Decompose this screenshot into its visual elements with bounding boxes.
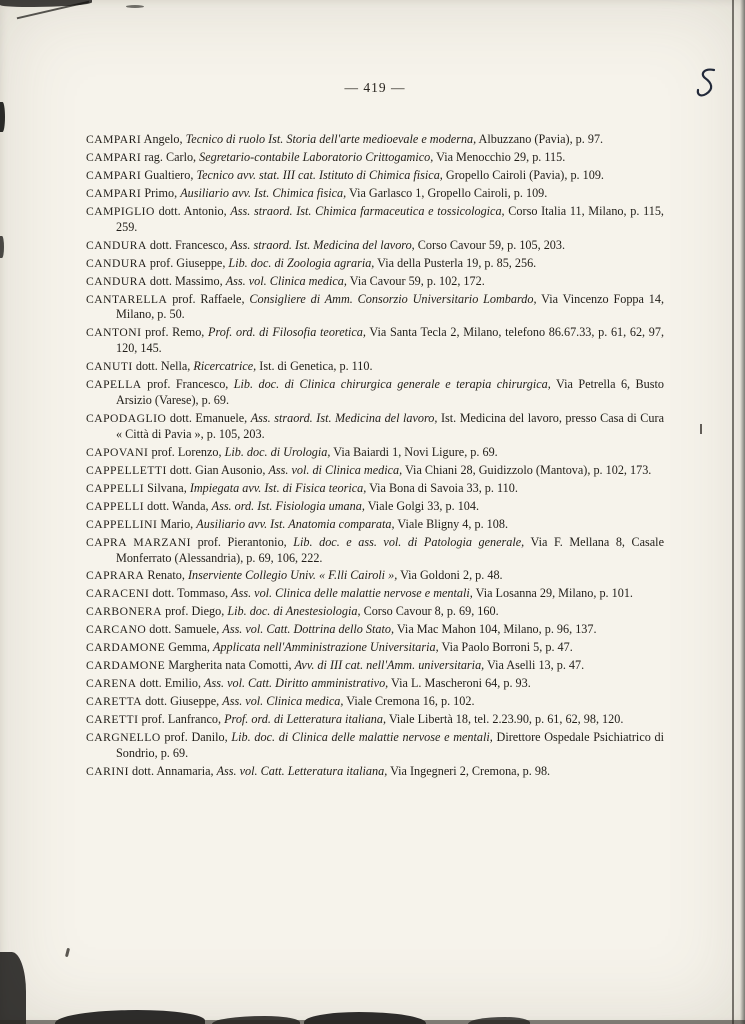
- entry-seg-roman: Renato,: [144, 568, 188, 583]
- entry-seg-roman: Viale Bligny 4, p. 108.: [394, 516, 509, 531]
- entry-seg-roman: Viale Golgi 33, p. 104.: [364, 498, 480, 513]
- scan-artifact-apostrophe-speck: [65, 948, 70, 957]
- entry-seg-roman: Corso Cavour 59, p. 105, 203.: [414, 237, 566, 252]
- directory-entry: [86, 694, 664, 710]
- directory-entry: [86, 586, 664, 602]
- entry-seg-roman: prof. Diego,: [162, 604, 228, 619]
- entry-seg-roman: rag. Carlo,: [141, 149, 200, 164]
- entry-seg-name: CANDURA: [86, 256, 147, 270]
- entry-seg-roman: Gualtiero,: [141, 167, 197, 182]
- handwritten-mark: [692, 66, 722, 106]
- entry-seg-name: CARENA: [86, 677, 137, 691]
- entry-seg-roman: Via Petrella 6, Busto Arsizio (Varese), p. 69.: [116, 377, 664, 408]
- directory-entry: [86, 168, 664, 184]
- directory-entry: [86, 568, 664, 584]
- directory-entry: [86, 186, 664, 202]
- entry-seg-roman: prof. Pierantonio,: [191, 534, 294, 549]
- entry-seg-roman: dott. Emilio,: [136, 676, 205, 691]
- entry-seg-roman: Viale Libertà 18, tel. 2.23.90, p. 61, 62, 98, 120.: [386, 712, 624, 727]
- entry-seg-name: CAPPELLI: [86, 499, 145, 513]
- entry-seg-name: CAPPELLINI: [86, 517, 158, 531]
- entry-seg-roman: Via F. Mellana 8, Casale Monferrato (Alessandria), p. 69, 106, 222.: [116, 534, 664, 565]
- directory-entry: [86, 411, 664, 443]
- scan-artifact-bottom-edge: [0, 1020, 745, 1024]
- entry-seg-name: CAMPIGLIO: [86, 204, 155, 218]
- entry-seg-roman: prof. Danilo,: [160, 730, 232, 745]
- entry-seg-name: CANUTI: [86, 360, 133, 374]
- entry-seg-italic: Ass. straord. Ist. Chimica farmaceutica e tossicologica,: [230, 203, 505, 218]
- entry-seg-italic: Prof. ord. di Letteratura italiana,: [224, 712, 387, 727]
- entry-seg-roman: prof. Lanfranco,: [138, 712, 225, 727]
- entry-seg-name: CAMPARI: [86, 186, 142, 200]
- directory-entry: [86, 274, 664, 290]
- scan-artifact-right-speck: [700, 424, 702, 434]
- entry-seg-roman: Via Santa Tecla 2, Milano, telefono 86.67.33, p. 61, 62, 97, 120, 145.: [116, 325, 665, 356]
- entry-seg-roman: Viale Cremona 16, p. 102.: [343, 694, 475, 709]
- entry-seg-italic: Lib. doc. e ass. vol. di Patologia generale,: [293, 534, 525, 549]
- entry-seg-italic: Ass. vol. Catt. Letteratura italiana,: [216, 764, 388, 779]
- entry-seg-roman: Via Chiani 28, Guidizzolo (Mantova), p. 102, 173.: [402, 462, 652, 477]
- entry-seg-italic: Ricercatrice,: [193, 359, 257, 374]
- entry-seg-italic: Lib. doc. di Zoologia agraria,: [228, 255, 375, 270]
- entry-seg-name: CAMPARI: [86, 168, 142, 182]
- entry-seg-name: CAPPELLI: [86, 481, 145, 495]
- directory-entry: [86, 325, 664, 357]
- entry-seg-roman: Via Menocchio 29, p. 115.: [433, 149, 566, 164]
- directory-entry: [86, 676, 664, 692]
- entry-seg-name: CARINI: [86, 765, 129, 779]
- entry-seg-name: CARETTA: [86, 695, 143, 709]
- entry-seg-roman: Via Cavour 59, p. 102, 172.: [346, 273, 485, 288]
- directory-entry: [86, 256, 664, 272]
- entry-seg-roman: Via Losanna 29, Milano, p. 101.: [472, 586, 633, 601]
- entry-seg-roman: dott. Tommaso,: [149, 586, 232, 601]
- entry-seg-name: CANDURA: [86, 238, 147, 252]
- entry-seg-italic: Ass. vol. di Clinica medica,: [268, 462, 403, 477]
- directory-entry: [86, 132, 664, 148]
- entry-seg-name: CARACENI: [86, 587, 150, 601]
- entry-seg-italic: Ass. vol. Clinica medica,: [222, 694, 344, 709]
- scan-artifact-right-edge: [740, 0, 745, 1024]
- entry-seg-name: CANTARELLA: [86, 292, 168, 306]
- entry-seg-roman: dott. Emanuele,: [166, 411, 251, 425]
- entry-seg-roman: dott. Annamaria,: [128, 764, 217, 779]
- scan-artifact-top-speck: [126, 5, 144, 8]
- entry-seg-roman: prof. Giuseppe,: [146, 255, 229, 270]
- entry-seg-roman: dott. Antonio,: [154, 203, 231, 218]
- directory-entry: [86, 499, 664, 515]
- entry-seg-roman: Via L. Mascheroni 64, p. 93.: [388, 676, 531, 691]
- directory-entry: [86, 604, 664, 620]
- directory-entry: [86, 764, 664, 780]
- entry-seg-italic: Ausiliario avv. Ist. Anatomia comparata,: [196, 516, 395, 531]
- entry-seg-roman: Via Ingegneri 2, Cremona, p. 98.: [387, 764, 551, 779]
- entry-seg-roman: Via Mac Mahon 104, Milano, p. 96, 137.: [394, 622, 597, 637]
- entry-seg-name: CANTONI: [86, 326, 142, 340]
- page-number: — 419 —: [344, 80, 406, 95]
- entry-seg-italic: Lib. doc. di Anestesiologia,: [227, 604, 361, 619]
- directory-entry: [86, 445, 664, 461]
- entry-seg-roman: dott. Massimo,: [146, 273, 226, 288]
- directory-entry: [86, 204, 664, 236]
- entry-seg-roman: Via Paolo Borroni 5, p. 47.: [438, 640, 573, 655]
- entry-seg-italic: Applicata nell'Amministrazione Universitaria,: [212, 640, 439, 655]
- entry-seg-name: CAPRARA: [86, 569, 145, 583]
- directory-entry: [86, 535, 664, 567]
- entry-seg-roman: Gropello Cairoli (Pavia), p. 109.: [442, 167, 604, 182]
- entry-seg-name: CAPELLA: [86, 378, 142, 392]
- entry-seg-roman: dott. Francesco,: [146, 237, 231, 252]
- entry-seg-roman: dott. Wanda,: [144, 498, 212, 513]
- entry-seg-italic: Ass. vol. Catt. Dottrina dello Stato,: [222, 622, 395, 637]
- entry-seg-roman: Via Baiardi 1, Novi Ligure, p. 69.: [330, 444, 498, 459]
- entry-seg-italic: Lib. doc. di Urologia,: [224, 444, 331, 459]
- entry-seg-name: CARETTI: [86, 713, 139, 727]
- entry-seg-italic: Ass. straord. Ist. Medicina del lavoro,: [250, 411, 438, 425]
- entry-seg-roman: Via Goldoni 2, p. 48.: [397, 568, 503, 583]
- directory-entry: [86, 481, 664, 497]
- entry-seg-roman: Corso Cavour 8, p. 69, 160.: [360, 604, 499, 619]
- entry-seg-roman: Direttore Ospedale Psichiatrico di Sondrio, p. 69.: [116, 730, 664, 761]
- entry-seg-roman: Primo,: [141, 185, 181, 200]
- entry-seg-name: CAPPELLETTI: [86, 463, 167, 477]
- entry-seg-roman: Via Garlasco 1, Gropello Cairoli, p. 109.: [346, 185, 548, 200]
- directory-entry: [86, 622, 664, 638]
- directory-entry: [86, 359, 664, 375]
- entry-seg-roman: Via della Pusterla 19, p. 85, 256.: [374, 255, 537, 270]
- directory-entry: [86, 292, 664, 324]
- entry-seg-italic: Inserviente Collegio Univ. « F.lli Cairoli »,: [187, 568, 398, 583]
- entry-seg-italic: Ass. vol. Catt. Diritto amministrativo,: [204, 676, 389, 691]
- entry-seg-name: CARDAMONE: [86, 641, 166, 655]
- entry-seg-roman: Silvana,: [144, 480, 190, 495]
- directory-entry: [86, 463, 664, 479]
- entry-seg-italic: Lib. doc. di Clinica chirurgica generale e terapia chirurgica,: [233, 377, 551, 392]
- entry-seg-roman: dott. Nella,: [132, 359, 194, 374]
- entry-seg-name: CAPRA MARZANI: [86, 535, 192, 549]
- entry-seg-roman: dott. Giuseppe,: [142, 694, 223, 709]
- entry-seg-italic: Lib. doc. di Clinica delle malattie nervose e mentali,: [231, 730, 493, 745]
- entry-seg-roman: Ist. di Genetica, p. 110.: [256, 359, 373, 374]
- entry-seg-roman: prof. Lorenzo,: [148, 444, 225, 459]
- scan-artifact-bottom-left-corner: [0, 952, 26, 1024]
- entry-seg-italic: Consigliere di Amm. Consorzio Universitario Lombardo,: [249, 291, 537, 306]
- entry-seg-roman: Margherita nata Comotti,: [165, 658, 295, 673]
- entry-seg-name: CARCANO: [86, 623, 147, 637]
- scan-artifact-left-mark-1: [0, 102, 5, 132]
- entry-seg-italic: Prof. ord. di Filosofia teoretica,: [208, 325, 366, 340]
- entry-seg-name: CARGNELLO: [86, 731, 161, 745]
- entry-seg-roman: Albuzzano (Pavia), p. 97.: [476, 132, 604, 146]
- entry-seg-name: CARBONERA: [86, 605, 163, 619]
- entry-seg-name: CAMPARI: [86, 150, 142, 164]
- entry-seg-italic: Tecnico avv. stat. III cat. Istituto di Chimica fisica,: [196, 167, 443, 182]
- entry-seg-name: CAPOVANI: [86, 445, 149, 459]
- entry-seg-italic: Ass. ord. Ist. Fisiologia umana,: [211, 498, 365, 513]
- directory-entry: [86, 377, 664, 409]
- directory-entry: [86, 238, 664, 254]
- entry-seg-roman: Corso Italia 11, Milano, p. 115, 259.: [116, 203, 664, 234]
- entry-seg-roman: prof. Raffaele,: [167, 291, 250, 306]
- entry-seg-roman: Mario,: [157, 516, 197, 531]
- entry-seg-italic: Ass. vol. Clinica delle malattie nervose e mentali,: [231, 586, 473, 601]
- entry-seg-italic: Segretario-contabile Laboratorio Crittogamico,: [199, 149, 434, 164]
- entry-seg-roman: prof. Remo,: [141, 325, 209, 340]
- scan-artifact-right-fold-line: [732, 0, 734, 1024]
- entry-seg-italic: Ass. vol. Clinica medica,: [225, 273, 347, 288]
- entry-seg-roman: Angelo,: [141, 132, 186, 146]
- entry-seg-roman: dott. Gian Ausonio,: [166, 462, 269, 477]
- entry-seg-name: CAPODAGLIO: [86, 412, 167, 425]
- directory-entry: [86, 658, 664, 674]
- entry-seg-italic: Ass. straord. Ist. Medicina del lavoro,: [230, 237, 415, 252]
- entry-seg-name: CARDAMONE: [86, 659, 166, 673]
- directory-entry: [86, 517, 664, 533]
- directory-entry: [86, 730, 664, 762]
- entries-list: [86, 132, 664, 782]
- entry-seg-italic: Ausiliario avv. Ist. Chimica fisica,: [180, 185, 347, 200]
- directory-entry: [86, 712, 664, 728]
- entry-seg-roman: Via Bona di Savoia 33, p. 110.: [366, 480, 518, 495]
- entry-seg-roman: Via Vincenzo Foppa 14, Milano, p. 50.: [116, 291, 665, 322]
- entry-seg-name: CANDURA: [86, 274, 147, 288]
- scan-artifact-left-mark-2: [0, 236, 4, 258]
- entry-seg-italic: Tecnico di ruolo Ist. Storia dell'arte medioevale e moderna,: [185, 132, 477, 146]
- entry-seg-roman: Gemma,: [165, 640, 213, 655]
- entry-seg-italic: Impiegata avv. Ist. di Fisica teorica,: [189, 480, 367, 495]
- entry-seg-roman: Via Aselli 13, p. 47.: [484, 658, 585, 673]
- directory-entry: [86, 640, 664, 656]
- entry-seg-roman: prof. Francesco,: [141, 377, 234, 392]
- directory-entry: [86, 150, 664, 166]
- entry-seg-roman: Ist. Medicina del lavoro, presso Casa di Cura « Città di Pavia », p. 105, 203.: [116, 411, 664, 441]
- entry-seg-roman: dott. Samuele,: [146, 622, 223, 637]
- entry-seg-italic: Avv. di III cat. nell'Amm. universitaria,: [294, 658, 485, 673]
- entry-seg-name: CAMPARI: [86, 133, 142, 146]
